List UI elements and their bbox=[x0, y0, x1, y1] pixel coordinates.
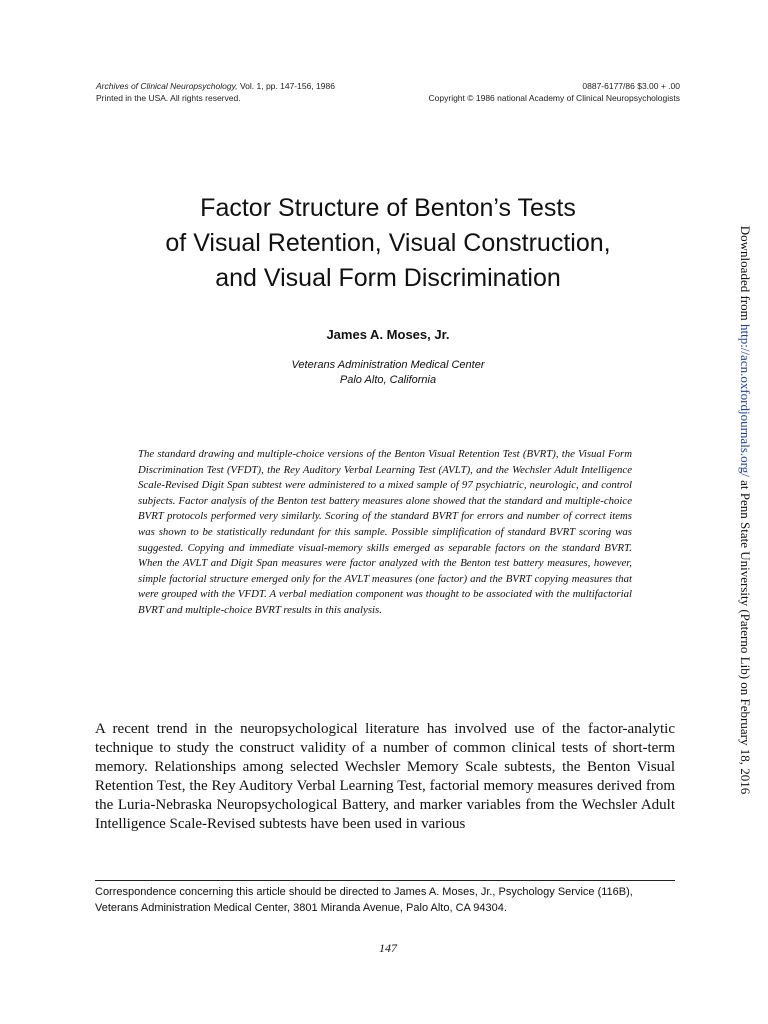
title-line: of Visual Retention, Visual Construction, bbox=[165, 229, 611, 257]
title-line: Factor Structure of Benton’s Tests bbox=[200, 194, 576, 222]
journal-header bbox=[96, 80, 680, 104]
volume-pages: Vol. 1, pp. 147-156, 1986 bbox=[239, 81, 335, 91]
printed-notice: Printed in the USA. All rights reserved. bbox=[96, 93, 241, 103]
affiliation bbox=[96, 358, 680, 388]
institution: Veterans Administration Medical Center bbox=[291, 359, 485, 371]
abstract: The standard drawing and multiple-choice versions of the Benton Visual Retention Test (BVRT), the Visual Form Discrimination Test (VFDT), the Rey Auditory Verbal Learning Test (AVLT), and the Wechsler Adult Intelligence Scale-Revised Digit Span subtest were administered to a mixed sample of 97 psychiatric, neurologic, and control subjects. Factor analysis of the Benton test battery measures alone showed that the standard and multiple-choice BVRT protocols performed very similarly. Scoring of the standard BVRT for errors and number of correct items was shown to be statistically redundant for this sample. Possible simplification of standard BVRT scoring was suggested. Copying and immediate visual-memory skills emerged as separable factors on the standard BVRT. When the AVLT and Digit Span measures were factor analyzed with the Benton test battery measures, however, simple factorial structure emerged only for the AVLT measures (one factor) and the BVRT copying measures that were grouped with the VFDT. A verbal mediation component was thought to be associated with the multifactorial BVRT and multiple-choice BVRT results in this analysis. bbox=[138, 448, 632, 616]
download-watermark bbox=[735, 130, 755, 890]
article-title bbox=[96, 191, 680, 296]
header-row-2 bbox=[96, 92, 680, 104]
watermark-prefix: Downloaded from bbox=[738, 225, 753, 324]
title-line: and Visual Form Discrimination bbox=[215, 264, 561, 292]
body-paragraph: A recent trend in the neuropsychological literature has involved use of the factor-analytic technique to study the construct validity of a number of common clinical tests of short-term memory. Relationships among selected Wechsler Memory Scale subtests, the Benton Visual Retention Test, the Rey Auditory Verbal Learning Test, factorial memory measures derived from the Luria-Nebraska Neuropsychological Battery, and marker variables from the Wechsler Adult Intelligence Scale-Revised subtests have been used in various bbox=[95, 721, 675, 832]
citation-line bbox=[96, 80, 335, 92]
header-row-1 bbox=[96, 80, 680, 92]
page-number: 147 bbox=[379, 941, 397, 955]
issn-price: 0887-6177/86 $3.00 + .00 bbox=[582, 81, 680, 91]
author-name: James A. Moses, Jr. bbox=[326, 327, 450, 342]
journal-link[interactable]: http://acn.oxfordjournals.org/ bbox=[738, 323, 753, 477]
location: Palo Alto, California bbox=[339, 374, 437, 386]
copyright-notice: Copyright © 1986 national Academy of Clinical Neuropsychologists bbox=[428, 93, 680, 103]
correspondence-footnote: Correspondence concerning this article should be directed to James A. Moses, Jr., Psychology Service (116B), Veterans Administration Medical Center, 3801 Miranda Avenue, Palo Alto, CA 94304. bbox=[95, 880, 675, 916]
journal-name: Archives of Clinical Neuropsychology, bbox=[96, 81, 238, 91]
watermark-suffix: at Penn State University (Paterno Lib) on February 18, 2016 bbox=[738, 476, 753, 795]
